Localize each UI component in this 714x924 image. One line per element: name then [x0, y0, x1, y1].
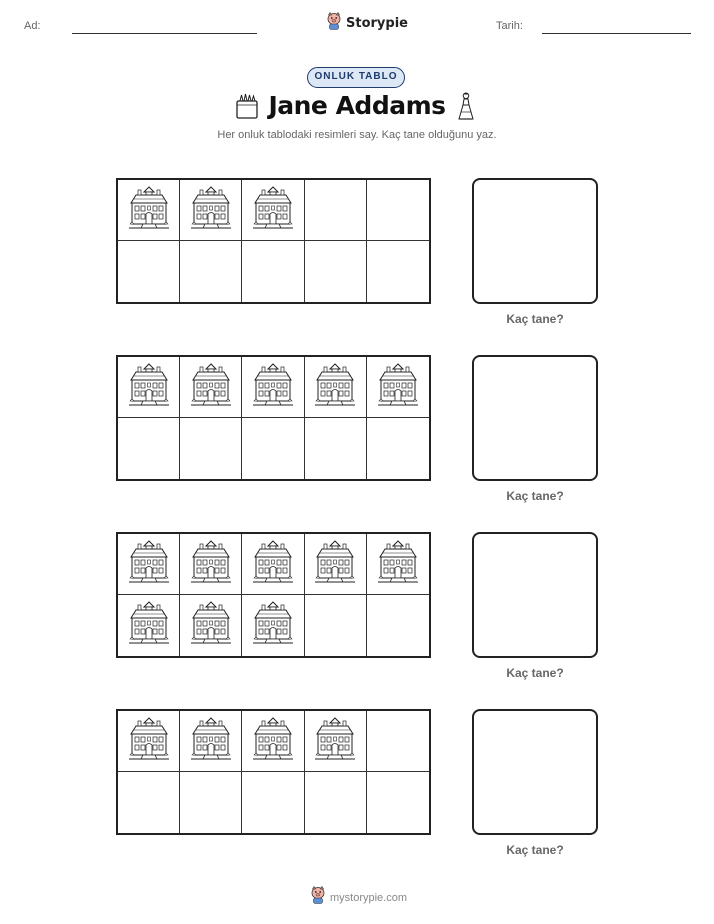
name-line[interactable] [72, 33, 257, 34]
hull-house-building-icon [190, 540, 232, 589]
ten-frame-cell [367, 241, 429, 302]
storypie-logo [326, 12, 408, 35]
answer-label-2: Kaç tane? [506, 489, 564, 503]
ten-frame-cell [367, 180, 429, 241]
hull-house-building-icon [377, 540, 419, 589]
ten-frame-cell [180, 180, 242, 241]
ten-frame-cell [305, 357, 367, 418]
answer-box-4[interactable] [472, 709, 598, 835]
ten-frame-cell [242, 180, 304, 241]
ten-frame-cell [367, 357, 429, 418]
footer [310, 886, 407, 909]
woman-figure-icon [457, 92, 475, 127]
hull-house-building-icon [128, 186, 170, 235]
ten-frame-cell [242, 534, 304, 595]
answer-box-1[interactable] [472, 178, 598, 304]
hull-house-building-icon [252, 601, 294, 650]
ten-frame-cell [367, 595, 429, 656]
ten-frame-cell [367, 534, 429, 595]
ten-frame-cell [305, 418, 367, 479]
ten-frame-cell [180, 357, 242, 418]
ten-frame-cell [305, 772, 367, 833]
hull-house-building-icon [190, 717, 232, 766]
answer-label-4: Kaç tane? [506, 843, 564, 857]
worksheet-type-badge: ONLUK TABLO [307, 67, 405, 88]
ten-frame-cell [305, 180, 367, 241]
page-title: Jane Addams [268, 91, 446, 120]
ten-frame-cell [118, 595, 180, 656]
ten-frame-cell [242, 241, 304, 302]
hull-house-building-icon [128, 717, 170, 766]
ten-frame-cell [305, 595, 367, 656]
hull-house-building-icon [314, 540, 356, 589]
ten-frame-4 [116, 709, 431, 835]
hull-house-building-icon [252, 363, 294, 412]
hull-house-building-icon [314, 717, 356, 766]
date-line[interactable] [542, 33, 691, 34]
ten-frame-cell [242, 711, 304, 772]
ten-frame-2 [116, 355, 431, 481]
ten-frame-cell [118, 534, 180, 595]
brand-name: Storypie [346, 16, 408, 31]
ten-frame-3 [116, 532, 431, 658]
ten-frame-cell [242, 595, 304, 656]
pig-mascot-icon [326, 12, 342, 35]
hull-house-building-icon [252, 717, 294, 766]
ten-frame-cell [180, 772, 242, 833]
ten-frame-cell [242, 772, 304, 833]
ten-frame-cell [180, 241, 242, 302]
ten-frame-cell [118, 357, 180, 418]
answer-label-3: Kaç tane? [506, 666, 564, 680]
hull-house-building-icon [190, 186, 232, 235]
footer-site: mystorypie.com [330, 891, 408, 904]
ten-frame-cell [367, 418, 429, 479]
hull-house-building-icon [314, 363, 356, 412]
hull-house-building-icon [128, 363, 170, 412]
ten-frame-cell [367, 772, 429, 833]
hull-house-building-icon [252, 186, 294, 235]
ten-frame-cell [305, 534, 367, 595]
name-label: Ad: [24, 20, 41, 32]
ten-frame-cell [242, 357, 304, 418]
answer-box-3[interactable] [472, 532, 598, 658]
ten-frame-cell [305, 241, 367, 302]
pig-mascot-icon [310, 886, 326, 909]
ten-frame-cell [118, 711, 180, 772]
ten-frame-cell [118, 180, 180, 241]
hull-house-building-icon [252, 540, 294, 589]
hull-house-building-icon [377, 363, 419, 412]
ten-frame-cell [180, 418, 242, 479]
answer-box-2[interactable] [472, 355, 598, 481]
ten-frame-cell [180, 595, 242, 656]
ten-frame-cell [367, 711, 429, 772]
ten-frame-cell [180, 534, 242, 595]
answer-label-1: Kaç tane? [506, 312, 564, 326]
hull-house-building-icon [128, 601, 170, 650]
ten-frame-cell [180, 711, 242, 772]
ten-frame-cell [118, 772, 180, 833]
hull-house-building-icon [190, 363, 232, 412]
hull-house-building-icon [190, 601, 232, 650]
ten-frame-cell [118, 418, 180, 479]
ten-frame-cell [305, 711, 367, 772]
instructions: Her onluk tablodaki resimleri say. Kaç tane olduğunu yaz. [217, 129, 497, 141]
hull-house-building-icon [128, 540, 170, 589]
date-label: Tarih: [496, 20, 523, 32]
ten-frame-cell [242, 418, 304, 479]
ten-frame-cell [118, 241, 180, 302]
ten-frame-1 [116, 178, 431, 304]
